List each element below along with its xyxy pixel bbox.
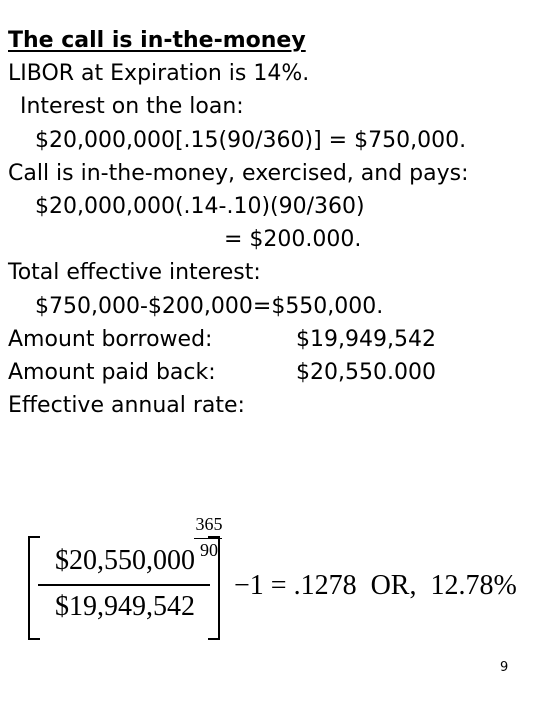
payoff-calc: $20,000,000(.14-.10)(90/360) — [35, 194, 365, 220]
interest-label: Interest on the loan: — [20, 94, 244, 120]
fraction-bar — [38, 584, 210, 586]
libor-line: LIBOR at Expiration is 14%. — [8, 61, 310, 87]
call-status-line: Call is in-the-money, exercised, and pays: — [8, 160, 469, 186]
page-number: 9 — [500, 660, 509, 675]
amount-borrowed-row — [8, 323, 538, 356]
effective-rate-label: Effective annual rate: — [8, 393, 245, 419]
slide-body — [8, 24, 538, 422]
amount-paid-back-label: Amount paid back: — [8, 360, 216, 386]
formula-result: −1 = .1278 OR, 12.78% — [234, 570, 517, 601]
interest-calc: $20,000,000[.15(90/360)] = $750,000. — [35, 127, 467, 153]
formula-numerator: $20,550,000 — [55, 545, 195, 576]
total-interest-label: Total effective interest: — [8, 260, 261, 286]
amount-paid-back-value: $20,550.000 — [296, 360, 436, 386]
payoff-result: = $200.000. — [224, 227, 362, 253]
amount-borrowed-label: Amount borrowed: — [8, 326, 213, 352]
amount-borrowed-value: $19,949,542 — [296, 326, 436, 352]
slide-title: The call is in-the-money — [8, 28, 306, 53]
exponent-fraction-bar — [194, 538, 222, 539]
effective-rate-formula — [28, 514, 528, 644]
formula-denominator: $19,949,542 — [55, 591, 195, 622]
total-interest-calc: $750,000-$200,000=$550,000. — [35, 293, 384, 319]
amount-paid-back-row — [8, 356, 538, 389]
exponent-numerator: 365 — [195, 514, 223, 534]
exponent-denominator: 90 — [200, 540, 218, 560]
